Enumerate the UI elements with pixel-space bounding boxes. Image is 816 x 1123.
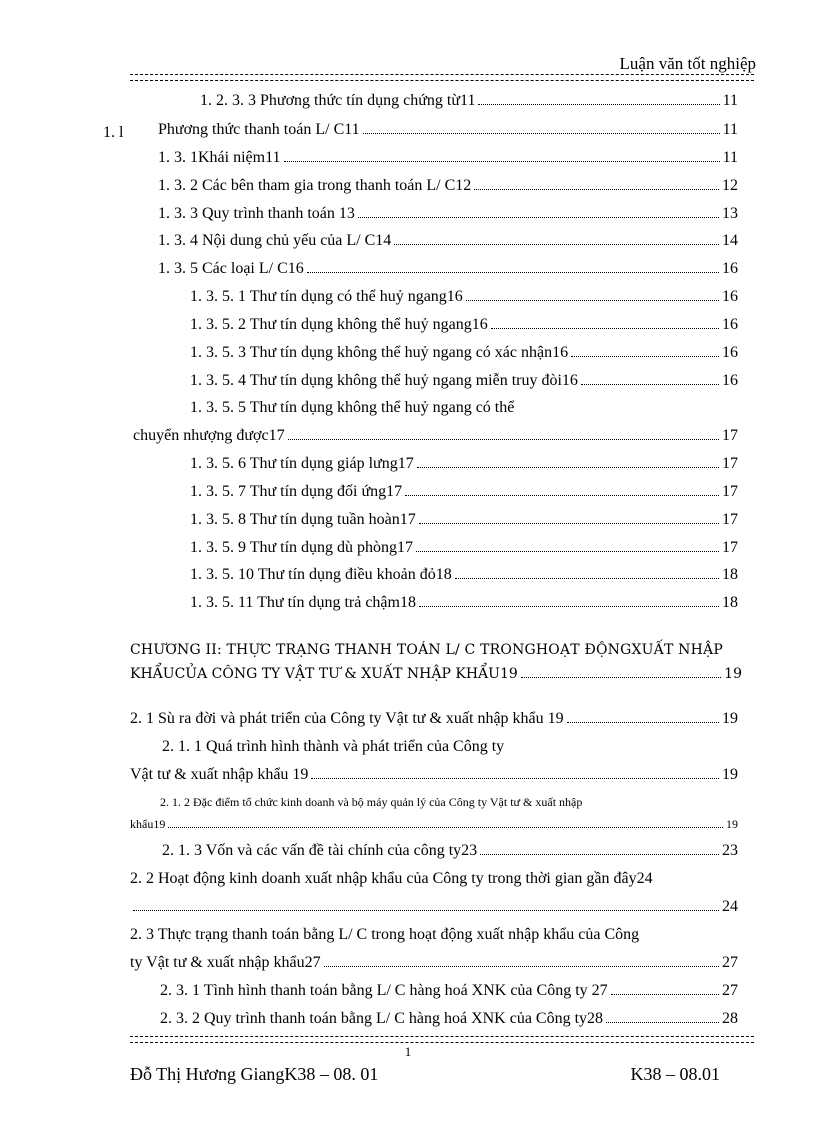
leader-dots (324, 966, 719, 967)
leader-dots (288, 439, 719, 440)
toc-entry-2-3-cont[interactable]: ty Vật tư & xuất nhập khẩu27 27 (130, 954, 738, 971)
toc-entry-1-3-5-10[interactable]: 1. 3. 5. 10 Thư tín dụng điều khoản đỏ18 18 (190, 566, 738, 583)
leader-dots (611, 994, 719, 995)
footer-class-code: K38 – 08.01 (630, 1064, 720, 1084)
leader-dots (394, 244, 719, 245)
toc-chapter-2-title-cont[interactable]: KHẨUCỦA CÔNG TY VẬT TƯ & XUẤT NHẬP KHẨU19 19 (130, 666, 742, 682)
leader-dots (419, 606, 719, 607)
leader-dots (571, 356, 719, 357)
toc-entry-2-3-2[interactable]: 2. 3. 2 Quy trình thanh toán bằng L/ C hàng hoá XNK của Công ty28 28 (160, 1010, 738, 1027)
toc-entry-1-3-5-1[interactable]: 1. 3. 5. 1 Thư tín dụng có thể huỷ ngang16 16 (190, 288, 738, 305)
toc-entry-1-3-5-4[interactable]: 1. 3. 5. 4 Thư tín dụng không thể huỷ ngang miễn truy đòi16 16 (190, 372, 738, 389)
leader-dots (567, 722, 719, 723)
leader-dots (466, 300, 719, 301)
toc-entry-1-3-5-2[interactable]: 1. 3. 5. 2 Thư tín dụng không thể huỷ ngang16 16 (190, 316, 738, 333)
toc-entry-1-3-2[interactable]: 1. 3. 2 Các bên tham gia trong thanh toán L/ C12 12 (158, 177, 738, 194)
toc-entry-1-3-5-5[interactable]: 1. 3. 5. 5 Thư tín dụng không thể huỷ ngang có thể (190, 399, 515, 416)
header-rule (130, 74, 754, 81)
toc-entry-1-3-5-3[interactable]: 1. 3. 5. 3 Thư tín dụng không thể huỷ ngang có xác nhận16 16 (190, 344, 738, 361)
toc-entry-1-3-4[interactable]: 1. 3. 4 Nội dung chủ yếu của L/ C14 14 (158, 232, 738, 249)
toc-entry-2-1-3[interactable]: 2. 1. 3 Vốn và các vấn đề tài chính của công ty23 23 (162, 842, 738, 859)
toc-entry-1-3-1[interactable]: 1. 3. 1Khái niệm11 11 (158, 149, 738, 166)
leader-dots (491, 328, 719, 329)
leader-dots (474, 189, 719, 190)
toc-entry-2-3[interactable]: 2. 3 Thực trạng thanh toán bằng L/ C trong hoạt động xuất nhập khẩu của Công (130, 926, 640, 943)
header-title: Luận văn tốt nghiệp (619, 54, 756, 73)
toc-entry-1-3-3[interactable]: 1. 3. 3 Quy trình thanh toán 13 13 (158, 205, 738, 222)
leader-dots (416, 551, 719, 552)
toc-entry-1-3-5-9[interactable]: 1. 3. 5. 9 Thư tín dụng dù phòng17 17 (190, 539, 738, 556)
toc-entry-1-3-5-11[interactable]: 1. 3. 5. 11 Thư tín dụng trả chậm18 18 (190, 594, 738, 611)
toc-entry-2-3-1[interactable]: 2. 3. 1 Tình hình thanh toán bằng L/ C hàng hoá XNK của Công ty 27 27 (160, 982, 738, 999)
leader-dots (419, 523, 719, 524)
toc-entry-2-1[interactable]: 2. 1 Sù ra đời và phát triển của Công ty Vật tư & xuất nhập khẩu 19 19 (130, 710, 738, 727)
toc-entry-2-2-cont[interactable]: 24 (130, 898, 738, 916)
toc-entry-2-1-1-cont[interactable]: Vật tư & xuất nhập khẩu 19 19 (130, 766, 738, 783)
toc-entry-2-2[interactable]: 2. 2 Hoạt động kinh doanh xuất nhập khẩu của Công ty trong thời gian gần đây24 (130, 870, 653, 887)
toc-entry-2-1-1[interactable]: 2. 1. 1 Quá trình hình thành và phát triển của Công ty (162, 738, 505, 755)
leader-dots (606, 1022, 719, 1023)
footer-author: Đỗ Thị Hương GiangK38 – 08. 01 (130, 1064, 379, 1084)
toc-entry-1-3-5-5-cont[interactable]: chuyển nhượng được17 17 (133, 427, 738, 444)
toc-entry-1-3-5[interactable]: 1. 3. 5 Các loại L/ C16 16 (158, 260, 738, 277)
leader-dots (417, 467, 719, 468)
leader-dots (480, 854, 719, 855)
leader-dots (307, 272, 719, 273)
leader-dots (478, 104, 719, 105)
leader-dots (311, 778, 719, 779)
toc-entry-1-3-5-7[interactable]: 1. 3. 5. 7 Thư tín dụng đối ứng17 17 (190, 483, 738, 500)
leader-dots (581, 384, 719, 385)
leader-dots (521, 677, 721, 678)
leader-dots (405, 495, 719, 496)
toc-entry-2-1-2[interactable]: 2. 1. 2 Đặc điểm tổ chức kinh doanh và bộ máy quản lý của Công ty Vật tư & xuất nhập (160, 795, 583, 809)
leader-dots (133, 910, 719, 911)
toc-entry-1-3-5-8[interactable]: 1. 3. 5. 8 Thư tín dụng tuần hoàn17 17 (190, 511, 738, 528)
toc-entry-1-3-5-6[interactable]: 1. 3. 5. 6 Thư tín dụng giáp lưng17 17 (190, 455, 738, 472)
toc-entry-1-3[interactable]: Phương thức thanh toán L/ C11 11 (158, 121, 738, 138)
leader-dots (358, 217, 719, 218)
page-number: 1 (404, 1044, 412, 1059)
toc-entry-2-1-2-cont[interactable]: khẩu19 19 (130, 817, 738, 831)
leader-dots (284, 161, 720, 162)
leader-dots (363, 133, 720, 134)
leader-dots (455, 578, 719, 579)
leader-dots (168, 827, 723, 828)
side-section-number: 1. l (103, 124, 124, 141)
toc-chapter-2-title[interactable]: CHƯƠNG II: THỰC TRẠNG THANH TOÁN L/ C TRONGHOẠT ĐỘNGXUẤT NHẬP (130, 642, 723, 658)
footer-rule (130, 1036, 754, 1043)
toc-entry-1-2-3-3[interactable]: 1. 2. 3. 3 Phương thức tín dụng chứng từ11 11 (200, 92, 738, 109)
